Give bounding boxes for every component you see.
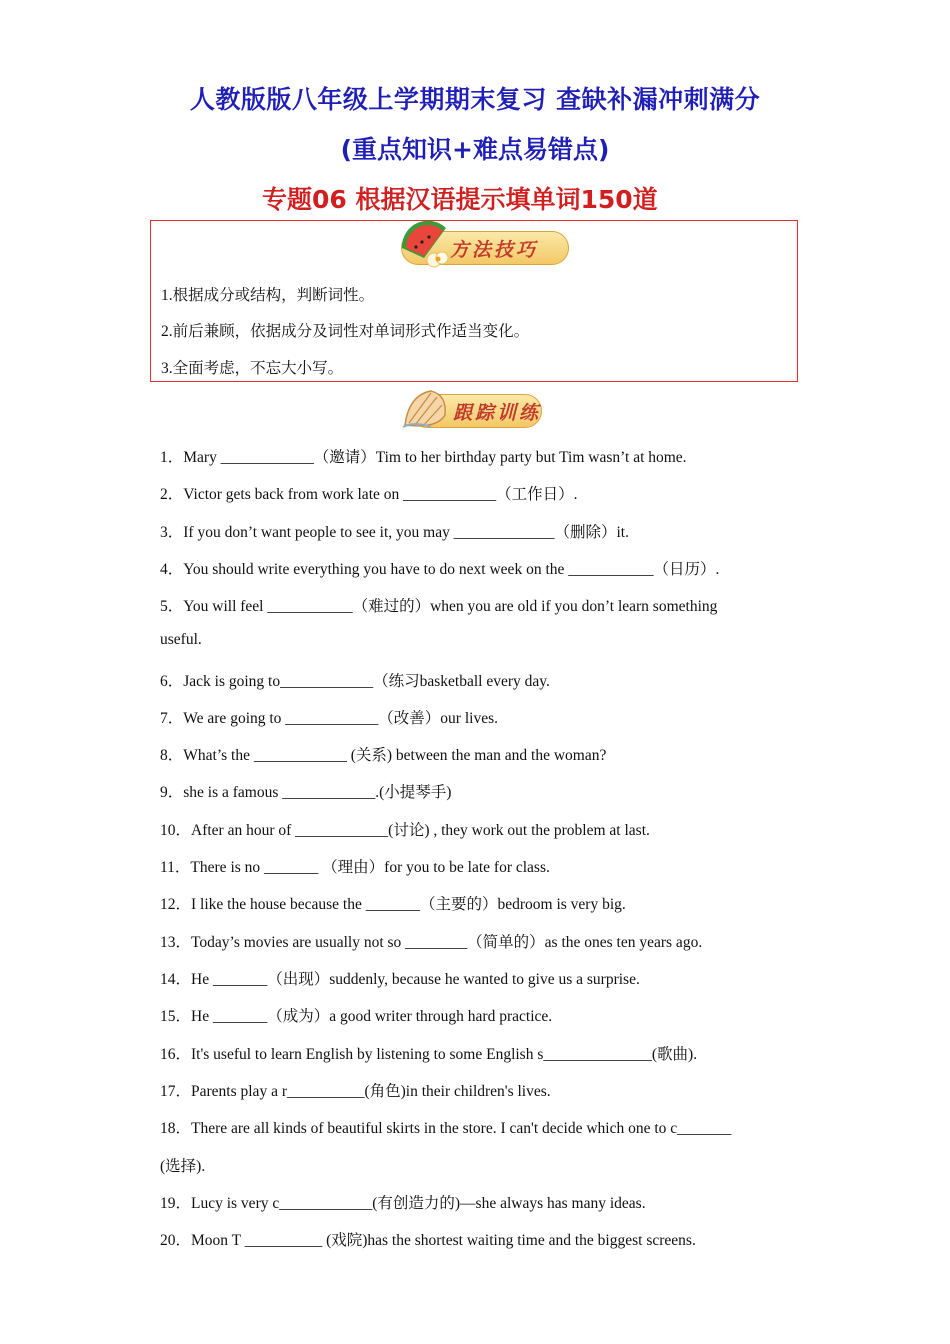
question-line: 13．Today’s movies are usually not so ________（简单的）as the ones ten years ago.	[160, 934, 703, 951]
question-line: 8．What’s the ____________ (关系) between the man and the woman?	[160, 747, 607, 764]
question-line: 5．You will feel ___________（难过的）when you are old if you don’t learn something	[160, 598, 718, 615]
question-line: 14．He _______（出现）suddenly, because he wanted to give us a surprise.	[160, 971, 640, 988]
question-line: 19．Lucy is very c____________(有创造力的)—she always has many ideas.	[160, 1195, 646, 1212]
question-line: 6．Jack is going to____________（练习basketball every day.	[160, 673, 550, 690]
document-subtitle: (重点知识+难点易错点)	[340, 135, 610, 164]
question-line: 17．Parents play a r__________(角色)in their children's lives.	[160, 1083, 551, 1100]
question-line: 16．It's useful to learn English by listening to some English s______________(歌曲).	[160, 1046, 698, 1063]
method-item: 1.根据成分或结构，判断词性。	[161, 287, 375, 304]
question-line-continued: (选择).	[160, 1158, 206, 1175]
question-line: 9．she is a famous ____________.(小提琴手)	[160, 784, 452, 801]
method-item: 2.前后兼顾，依据成分及词性对单词形式作适当变化。	[161, 323, 530, 340]
seashell-icon	[401, 385, 451, 433]
question-line: 18．There are all kinds of beautiful skirts in the store. I can't decide which one to c_______	[160, 1120, 732, 1137]
method-item: 3.全面考虑，不忘大小写。	[161, 360, 344, 377]
training-banner	[410, 394, 542, 428]
question-line: 3．If you don’t want people to see it, you may _____________（删除）it.	[160, 524, 629, 541]
question-line: 10．After an hour of ____________(讨论) , they work out the problem at last.	[160, 822, 650, 839]
question-line: 4．You should write everything you have to do next week on the ___________（日历）.	[160, 561, 720, 578]
document-title: 人教版版八年级上学期期末复习 查缺补漏冲刺满分	[189, 85, 761, 114]
method-banner	[401, 231, 569, 265]
question-line: 20．Moon T __________ (戏院)has the shortest waiting time and the biggest screens.	[160, 1232, 696, 1249]
topic-title: 专题06 根据汉语提示填单词150道	[262, 185, 658, 214]
question-line: 1．Mary ____________（邀请）Tim to her birthday party but Tim wasn’t at home.	[160, 449, 687, 466]
method-banner-label: 方法技巧	[450, 238, 539, 261]
question-line-continued: useful.	[160, 631, 202, 648]
question-line: 11．There is no _______ （理由）for you to be late for class.	[160, 859, 550, 876]
question-line: 7．We are going to ____________（改善）our lives.	[160, 710, 498, 727]
question-line: 2．Victor gets back from work late on ____________（工作日）.	[160, 486, 578, 503]
training-banner-label: 跟踪训练	[453, 401, 542, 424]
question-line: 12．I like the house because the _______（主要的）bedroom is very big.	[160, 896, 626, 913]
watermelon-flower-icon	[396, 218, 458, 272]
method-tips-box	[150, 220, 798, 382]
question-line: 15．He _______（成为）a good writer through hard practice.	[160, 1008, 553, 1025]
